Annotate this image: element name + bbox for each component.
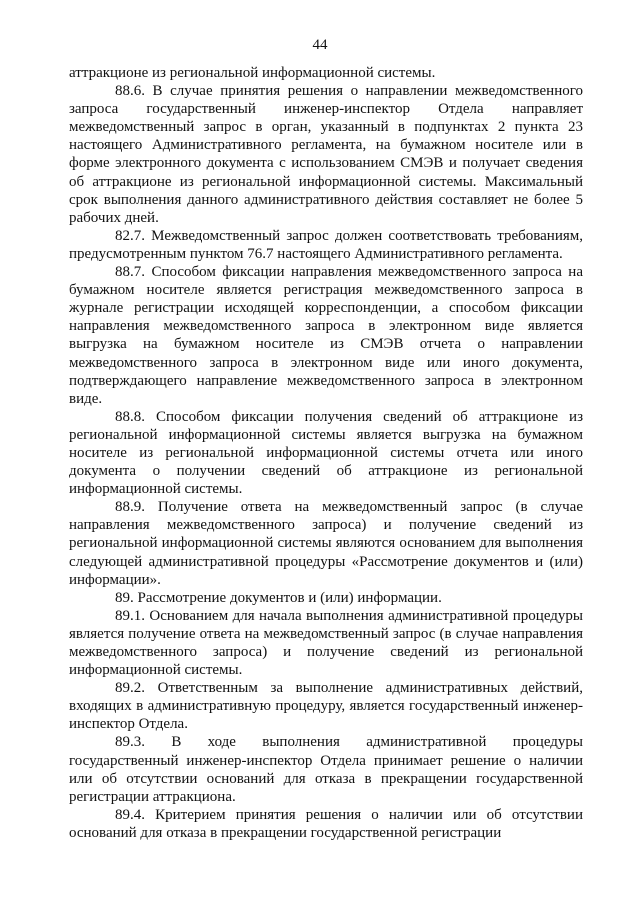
paragraph: 88.7. Способом фиксации направления межведомственного запроса на бумажном носителе является регистрация межведомственного запроса в журнале регистрации исходящей корреспонденции, а способом фиксации направления межведомственного запроса в электронном виде является выгрузка на бумажном носителе из СМЭВ отчета о направлении межведомственного запроса в электронном виде или иного документа, подтверждающего направление межведомственного запроса в электронном виде. [69, 264, 583, 407]
document-body [69, 64, 583, 842]
page-number: 44 [312, 37, 328, 53]
paragraph: 89.4. Критерием принятия решения о наличии или об отсутствии оснований для отказа в прекращении государственной регистрации [69, 806, 583, 841]
paragraph: 89.1. Основанием для начала выполнения административной процедуры является получение ответа на межведомственный запрос (в случае направления межведомственного запроса) и получение сведений из региональной информационной системы. [69, 607, 583, 679]
paragraph: аттракционе из региональной информационной системы. [69, 65, 436, 81]
paragraph: 88.6. В случае принятия решения о направлении межведомственного запроса государственный инженер-инспектор Отдела направляет межведомственный запрос в орган, указанный в подпунктах 2 пункта 23 настоящего Административного регламента, на бумажном носителе или в форме электронного документа с использованием СМЭВ и получает сведения об аттракционе из региональной информационной системы. Максимальный срок выполнения данного административного действия составляет не более 5 рабочих дней. [69, 83, 583, 226]
paragraph: 89.2. Ответственным за выполнение административных действий, входящих в административную процедуру, является государственный инженер-инспектор Отдела. [69, 680, 583, 733]
paragraph: 88.9. Получение ответа на межведомственный запрос (в случае направления межведомственного запроса) и получение сведений из региональной информационной системы являются основанием для выполнения следующей административной процедуры «Рассмотрение документов и (или) информации». [69, 499, 583, 588]
paragraph: 88.8. Способом фиксации получения сведений об аттракционе из региональной информационной системы является выгрузка на бумажном носителе из региональной информационной системы отчета или иного документа о получении сведений об аттракционе из региональной информационной системы. [69, 408, 583, 498]
paragraph: 82.7. Межведомственный запрос должен соответствовать требованиям, предусмотренным пунктом 76.7 настоящего Административного регламента. [69, 227, 583, 262]
paragraph: 89.3. В ходе выполнения административной процедуры государственный инженер-инспектор Отдела принимает решение о наличии или об отсутствии оснований для отказа в прекращении государственной регистрации аттракциона. [69, 734, 583, 805]
paragraph: 89. Рассмотрение документов и (или) информации. [115, 589, 442, 606]
